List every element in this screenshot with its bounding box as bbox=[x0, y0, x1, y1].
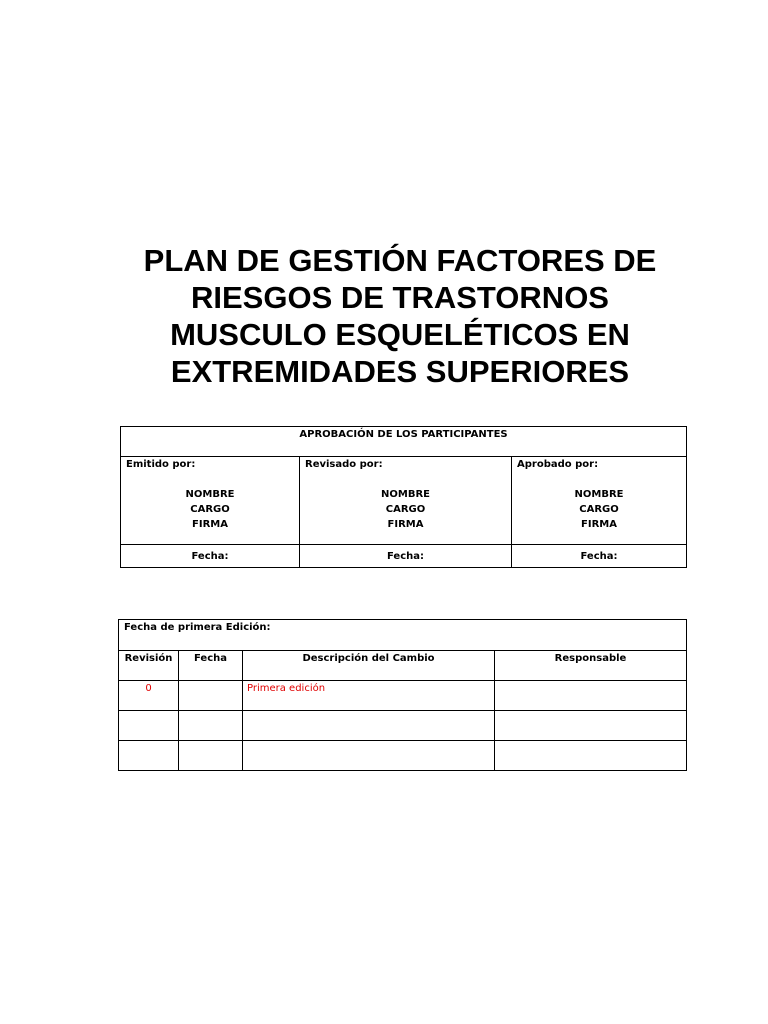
signature-label: FIRMA bbox=[387, 519, 424, 530]
column-header: Fecha bbox=[179, 651, 243, 681]
description-cell bbox=[243, 711, 495, 741]
approval-header: APROBACIÓN DE LOS PARTICIPANTES bbox=[121, 427, 687, 457]
approval-header-row bbox=[121, 427, 687, 457]
signature-label: FIRMA bbox=[192, 519, 228, 530]
revision-cell bbox=[119, 741, 179, 771]
position-label: CARGO bbox=[190, 504, 230, 515]
column-header: Descripción del Cambio bbox=[243, 651, 495, 681]
title-line: RIESGOS DE TRASTORNOS bbox=[191, 280, 609, 315]
approval-date-row bbox=[121, 545, 687, 568]
approval-table bbox=[120, 426, 687, 568]
responsible-cell bbox=[495, 711, 687, 741]
title-line: MUSCULO ESQUELÉTICOS EN bbox=[170, 317, 630, 352]
position-label: CARGO bbox=[579, 504, 619, 515]
title-line: PLAN DE GESTIÓN FACTORES DE bbox=[143, 243, 657, 278]
revision-header-row bbox=[119, 651, 687, 681]
revision-cell: 0 bbox=[119, 681, 179, 711]
date-label: Fecha: bbox=[512, 545, 687, 568]
name-label: NOMBRE bbox=[381, 489, 430, 500]
date-cell bbox=[179, 741, 243, 771]
name-label: NOMBRE bbox=[185, 489, 235, 500]
first-edition-row bbox=[119, 620, 687, 651]
date-cell bbox=[179, 711, 243, 741]
date-label: Fecha: bbox=[300, 545, 512, 568]
first-edition-label: Fecha de primera Edición: bbox=[119, 620, 687, 651]
role-label: Revisado por: bbox=[305, 459, 383, 470]
role-label: Emitido por: bbox=[126, 459, 196, 470]
table-row bbox=[119, 741, 687, 771]
date-label: Fecha: bbox=[121, 545, 300, 568]
date-cell bbox=[179, 681, 243, 711]
table-row bbox=[119, 711, 687, 741]
approval-cell-emitted bbox=[121, 457, 300, 545]
signature-label: FIRMA bbox=[581, 519, 617, 530]
document-title bbox=[100, 242, 700, 390]
title-line: EXTREMIDADES SUPERIORES bbox=[170, 354, 630, 389]
description-cell: Primera edición bbox=[243, 681, 495, 711]
column-header: Revisión bbox=[119, 651, 179, 681]
description-cell bbox=[243, 741, 495, 771]
revision-table bbox=[118, 619, 687, 771]
role-label: Aprobado por: bbox=[517, 459, 599, 470]
approval-cell-reviewed bbox=[300, 457, 512, 545]
name-label: NOMBRE bbox=[574, 489, 624, 500]
approval-cell-approved bbox=[512, 457, 687, 545]
table-row bbox=[119, 681, 687, 711]
column-header: Responsable bbox=[495, 651, 687, 681]
responsible-cell bbox=[495, 681, 687, 711]
responsible-cell bbox=[495, 741, 687, 771]
revision-cell bbox=[119, 711, 179, 741]
approval-body-row bbox=[121, 457, 687, 545]
position-label: CARGO bbox=[385, 504, 426, 515]
